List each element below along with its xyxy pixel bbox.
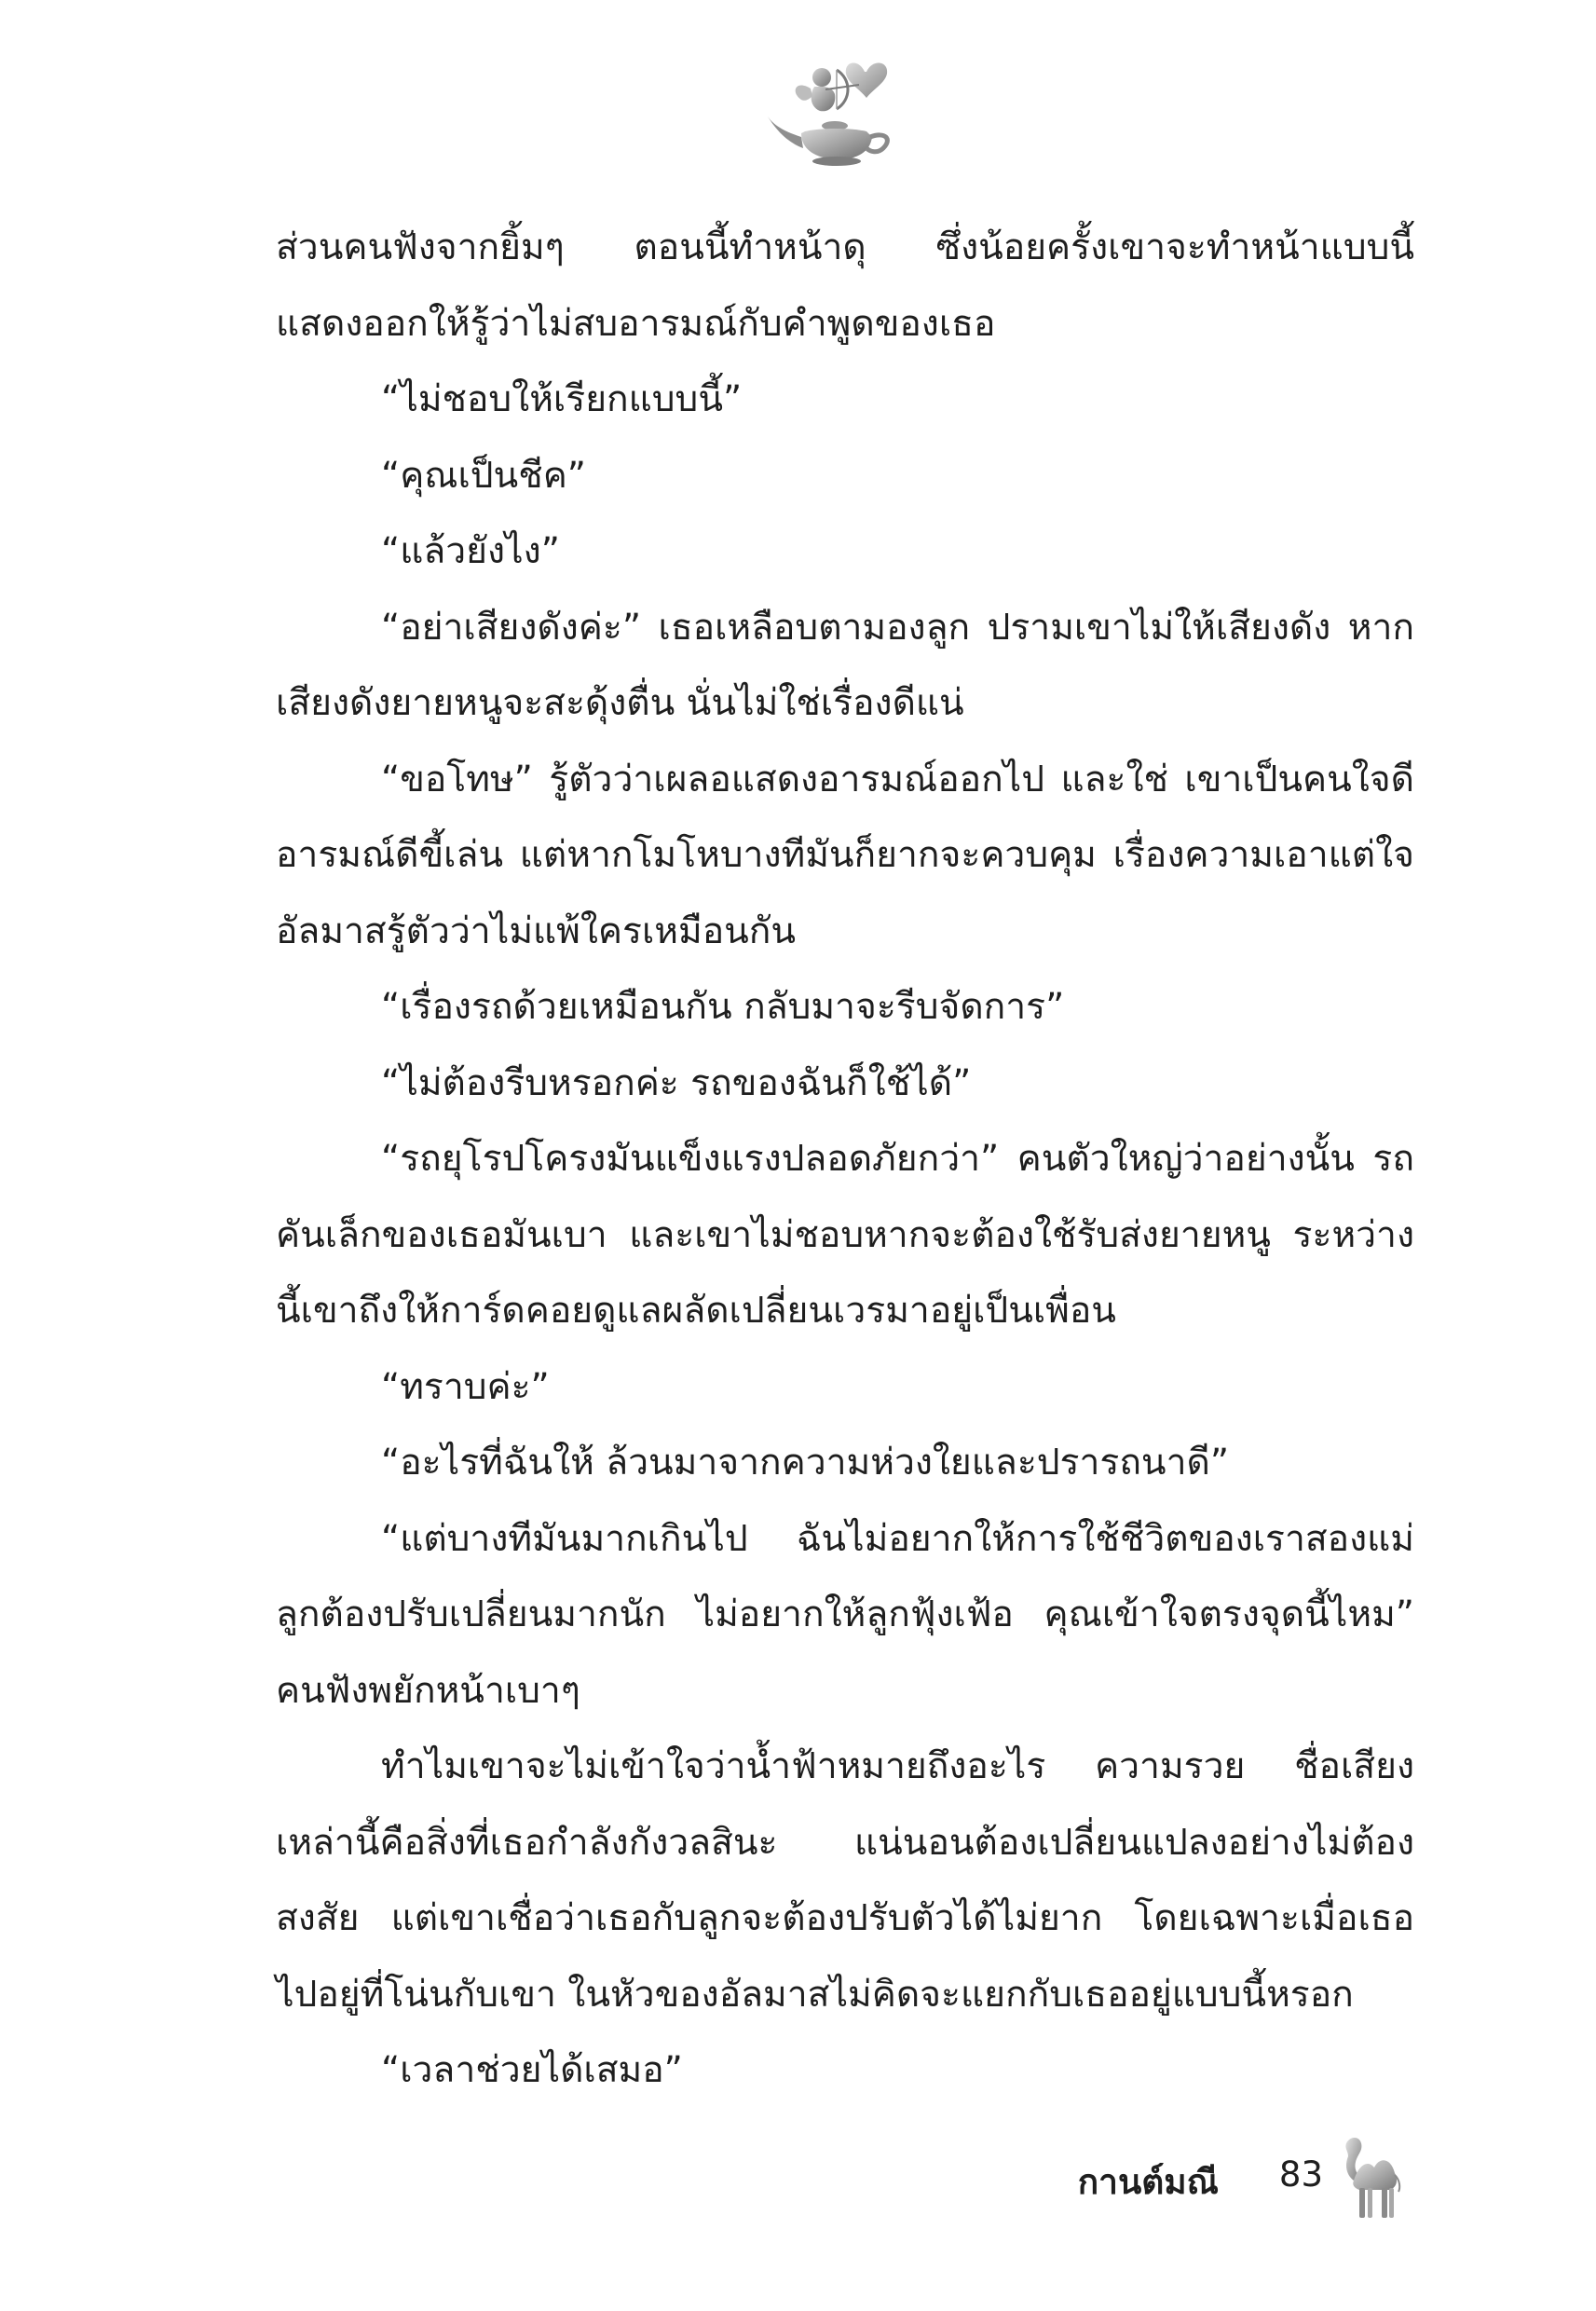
dialogue-line: “อะไรที่ฉันให้ ล้วนมาจากความห่วงใยและปรารถนาดี” <box>381 1442 1230 1484</box>
dialogue-line: “คุณเป็นชีค” <box>381 454 586 497</box>
page-number: 83 <box>1278 2154 1323 2195</box>
paragraph: “ขอโทษ” รู้ตัวว่าเผลอแสดงอารมณ์ออกไป และใช่ เขาเป็นคนใจดี อารมณ์ดีขี้เล่น แต่หากโมโหบางทีมันก็ยากจะควบคุม เรื่องความเอาแต่ใจอัลมาสรู้ตัวว่าไม่แพ้ใครเหมือนกัน <box>276 758 1414 952</box>
dialogue-line: “ไม่ชอบให้เรียกแบบนี้” <box>381 378 743 420</box>
dialogue-line: “เวลาช่วยได้เสมอ” <box>381 2049 683 2091</box>
paragraph: “อย่าเสียงดังค่ะ” เธอเหลือบตามองลูก ปรามเขาไม่ให้เสียงดัง หากเสียงดังยายหนูจะสะดุ้งตื่น นั่นไม่ใช่เรื่องดีแน่ <box>276 606 1414 724</box>
paragraph: ทำไมเขาจะไม่เข้าใจว่าน้ำฟ้าหมายถึงอะไร ความรวย ชื่อเสียงเหล่านี้คือสิ่งที่เธอกำลังกังวลสินะ แน่นอนต้องเปลี่ยนแปลงอย่างไม่ต้องสงสัย แต่เขาเชื่อว่าเธอกับลูกจะต้องปรับตัวได้ไม่ยาก โดยเฉพาะเมื่อเธอไปอยู่ที่โน่นกับเขา ในหัวของอัลมาสไม่คิดจะแยกกับเธออยู่แบบนี้หรอก <box>276 1745 1414 2016</box>
camel-icon <box>1337 2130 1407 2223</box>
dialogue-line: “แล้วยังไง” <box>381 530 560 572</box>
dialogue-line: “เรื่องรถด้วยเหมือนกัน กลับมาจะรีบจัดการ” <box>381 986 1065 1028</box>
paragraph: “แต่บางทีมันมากเกินไป ฉันไม่อยากให้การใช้ชีวิตของเราสองแม่ลูกต้องปรับเปลี่ยนมากนัก ไม่อยากให้ลูกฟุ้งเฟ้อ คุณเข้าใจตรงจุดนี้ไหม” คนฟังพยักหน้าเบาๆ <box>276 1517 1414 1712</box>
author-name: กานต์มณี <box>1077 2162 1219 2202</box>
cupid-teapot-ornament-icon <box>755 51 913 172</box>
dialogue-line: “ไม่ต้องรีบหรอกค่ะ รถของฉันก็ใช้ได้” <box>381 1061 972 1104</box>
dialogue-line: “ทราบค่ะ” <box>381 1365 550 1408</box>
paragraph: “รถยุโรปโครงมันแข็งแรงปลอดภัยกว่า” คนตัวใหญ่ว่าอย่างนั้น รถคันเล็กของเธอมันเบา และเขาไม่ชอบหากจะต้องใช้รับส่งยายหนู ระหว่างนี้เขาถึงให้การ์ดคอยดูแลผลัดเปลี่ยนเวรมาอยู่เป็นเพื่อน <box>276 1138 1414 1332</box>
page-footer <box>1062 2125 1435 2236</box>
chapter-text <box>276 210 1414 2109</box>
paragraph: ส่วนคนฟังจากยิ้มๆ ตอนนี้ทำหน้าดุ ซึ่งน้อยครั้งเขาจะทำหน้าแบบนี้ แสดงออกให้รู้ว่าไม่สบอารมณ์กับคำพูดของเธอ <box>276 226 1414 345</box>
